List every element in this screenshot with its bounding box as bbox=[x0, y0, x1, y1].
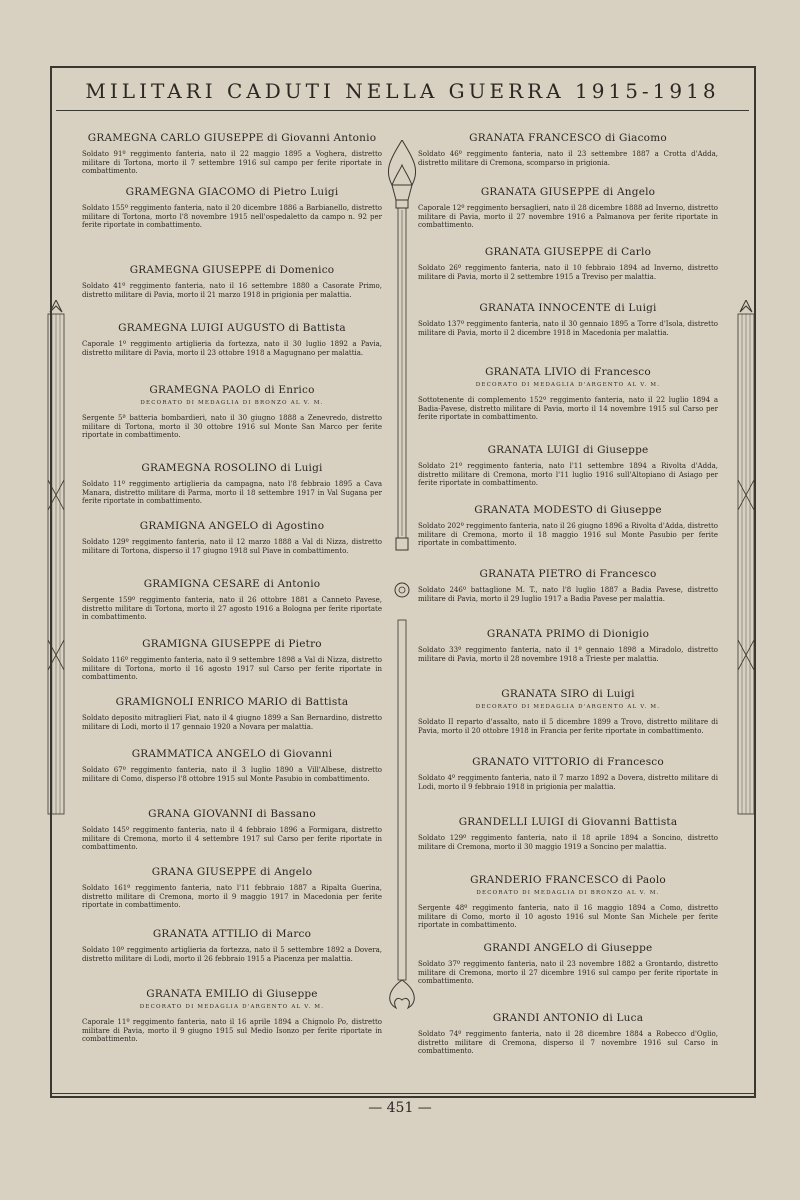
soldier-name: GRANATA MODESTO di Giuseppe bbox=[474, 504, 662, 516]
soldier-name: GRAMIGNA GIUSEPPE di Pietro bbox=[142, 638, 322, 650]
soldier-description: Soldato 129º reggimento fanteria, nato il 18 aprile 1894 a Soncino, distretto militare di Cremona, morto il 30 maggio 1919 a Soncino per malattia. bbox=[418, 834, 718, 851]
soldier-entry bbox=[82, 384, 382, 440]
soldier-entry bbox=[418, 1012, 718, 1056]
soldier-name: GRANATA LIVIO di Francesco bbox=[485, 366, 651, 378]
soldier-name: GRAMEGNA ROSOLINO di Luigi bbox=[141, 462, 323, 474]
soldier-entry bbox=[82, 808, 382, 852]
soldier-name: GRANATA PRIMO di Dionigio bbox=[486, 628, 650, 640]
soldier-entry bbox=[418, 366, 718, 422]
decoration-note: DECORATO DI MEDAGLIA DI BRONZO AL V. M. bbox=[476, 890, 660, 896]
soldier-description: Soldato 202º reggimento fanteria, nato il 26 giugno 1896 a Rivolta d'Adda, distretto militare di Cremona, morto il 18 maggio 1916 sul Monte Pasubio per ferite riportate in combattimento. bbox=[418, 522, 718, 548]
soldier-name: GRANDI ANTONIO di Luca bbox=[492, 1012, 644, 1024]
soldier-description: Soldato 41º reggimento fanteria, nato il 16 settembre 1880 a Casorate Primo, distretto militare di Pavia, morto il 21 marzo 1918 in prigionia per malattia. bbox=[82, 282, 382, 299]
soldier-name: GRAMEGNA GIACOMO di Pietro Luigi bbox=[125, 186, 339, 198]
soldier-name: GRANATA GIUSEPPE di Angelo bbox=[480, 186, 656, 198]
soldier-name: GRAMMATICA ANGELO di Giovanni bbox=[131, 748, 333, 760]
footer-rule bbox=[52, 1093, 756, 1094]
soldier-name: GRAMIGNA ANGELO di Agostino bbox=[139, 520, 325, 532]
soldier-description: Soldato 137º reggimento fanteria, nato il 30 gennaio 1895 a Torre d'Isola, distretto militare di Pavia, morto il 2 dicembre 1918 in Macedonia per malattia. bbox=[418, 320, 718, 337]
soldier-description: Soldato 246º battaglione M. T., nato l'8 luglio 1887 a Badia Pavese, distretto militare di Pavia, morto il 29 luglio 1917 a Badia Pavese per malattia. bbox=[418, 586, 718, 603]
soldier-description: Sergente 5ª batteria bombardieri, nato il 30 giugno 1888 a Zenevredo, distretto militare di Tortona, morto il 30 ottobre 1916 sul Monte San Marco per ferite riportate in combattimento. bbox=[82, 414, 382, 440]
soldier-description: Soldato 37º reggimento fanteria, nato il 23 novembre 1882 a Grontardo, distretto militare di Cremona, morto il 27 dicembre 1916 sul campo per ferite riportate in combattimento. bbox=[418, 960, 718, 986]
soldier-description: Soldato 91º reggimento fanteria, nato il 22 maggio 1895 a Voghera, distretto militare di Tortona, morto il 7 settembre 1916 sul campo per ferite riportate in combattimento. bbox=[82, 150, 382, 176]
soldier-name: GRANATA ATTILIO di Marco bbox=[152, 928, 312, 940]
soldier-name: GRAMEGNA LUIGI AUGUSTO di Battista bbox=[118, 322, 346, 334]
page-number: — 451 — bbox=[368, 1100, 432, 1116]
soldier-name: GRANDELLI LUIGI di Giovanni Battista bbox=[458, 816, 678, 828]
soldier-description: Sergente 48º reggimento fanteria, nato il 16 maggio 1894 a Como, distretto militare di Como, morto il 10 agosto 1916 sul Monte San Michele per ferite riportate in combattimento. bbox=[418, 904, 718, 930]
soldier-name: GRANATA EMILIO di Giuseppe bbox=[146, 988, 318, 1000]
soldier-name: GRANA GIOVANNI di Bassano bbox=[148, 808, 316, 820]
soldier-entry bbox=[82, 748, 382, 783]
soldier-entry bbox=[418, 874, 718, 930]
soldier-name: GRANATA LUIGI di Giuseppe bbox=[487, 444, 649, 456]
decoration-note: DECORATO DI MEDAGLIA D'ARGENTO AL V. M. bbox=[475, 382, 661, 388]
soldier-description: Soldato 11º reggimento artiglieria da campagna, nato l'8 febbraio 1895 a Cava Manara, distretto militare di Parma, morto il 18 settembre 1917 in Val Sugana per ferite riportate in combattimento. bbox=[82, 480, 382, 506]
soldier-name: GRAMIGNA CESARE di Antonio bbox=[143, 578, 321, 590]
soldier-entry bbox=[82, 578, 382, 622]
soldier-description: Soldato 67º reggimento fanteria, nato il 3 luglio 1890 a Vill'Albese, distretto militare di Como, disperso l'8 ottobre 1915 sul Monte Pasubio in combattimento. bbox=[82, 766, 382, 783]
soldier-name: GRAMEGNA GIUSEPPE di Domenico bbox=[129, 264, 335, 276]
soldier-entry bbox=[82, 988, 382, 1044]
soldier-entry bbox=[418, 628, 718, 663]
soldier-entry bbox=[418, 132, 718, 167]
torch-ornament-icon bbox=[382, 140, 422, 1040]
soldier-name: GRANDERIO FRANCESCO di Paolo bbox=[470, 874, 666, 886]
soldier-name: GRAMEGNA CARLO GIUSEPPE di Giovanni Antonio bbox=[87, 132, 377, 144]
soldier-entry bbox=[418, 246, 718, 281]
soldier-description: Soldato 33º reggimento fanteria, nato il 1º gennaio 1898 a Miradolo, distretto militare di Pavia, morto il 28 novembre 1918 a Trieste per malattia. bbox=[418, 646, 718, 663]
soldier-entry bbox=[418, 186, 718, 230]
soldier-entry bbox=[82, 638, 382, 682]
soldier-description: Soldato 145º reggimento fanteria, nato il 4 febbraio 1896 a Formigara, distretto militare di Cremona, morto il 4 settembre 1917 sul Carso per ferite riportate in combattimento. bbox=[82, 826, 382, 852]
soldier-name: GRANATA PIETRO di Francesco bbox=[479, 568, 657, 580]
soldier-name: GRANATA FRANCESCO di Giacomo bbox=[469, 132, 667, 144]
soldier-entry bbox=[82, 520, 382, 555]
soldier-description: Soldato 74º reggimento fanteria, nato il 28 dicembre 1884 a Robecco d'Oglio, distretto militare di Cremona, disperso il 7 novembre 1916 sul Carso in combattimento. bbox=[418, 1030, 718, 1056]
soldier-name: GRANATA INNOCENTE di Luigi bbox=[479, 302, 657, 314]
soldier-description: Caporale 11º reggimento fanteria, nato il 16 aprile 1894 a Chignolo Po, distretto militare di Pavia, morto il 9 giugno 1915 sul Medio Isonzo per ferite riportate in combattimento. bbox=[82, 1018, 382, 1044]
soldier-name: GRANATO VITTORIO di Francesco bbox=[472, 756, 664, 768]
soldier-name: GRANDI ANGELO di Giuseppe bbox=[483, 942, 653, 954]
soldier-description: Soldato 161º reggimento fanteria, nato l'11 febbraio 1887 a Ripalta Guerina, distretto militare di Cremona, morto il 9 maggio 1917 in Macedonia per ferite riportate in combattimento. bbox=[82, 884, 382, 910]
left-fasces-ornament-icon bbox=[44, 300, 68, 820]
soldier-entry bbox=[82, 264, 382, 299]
soldier-description: Soldato 26º reggimento fanteria, nato il 10 febbraio 1894 ad Inverno, distretto militare di Pavia, morto il 2 settembre 1915 a Treviso per malattia. bbox=[418, 264, 718, 281]
soldier-entry bbox=[82, 866, 382, 910]
soldier-description: Soldato 155º reggimento fanteria, nato il 20 dicembre 1886 a Barbianello, distretto militare di Tortona, morto l'8 novembre 1915 nell'ospedaletto da campo n. 92 per ferite riportate in combattimento. bbox=[82, 204, 382, 230]
soldier-description: Sergente 159º reggimento fanteria, nato il 26 ottobre 1881 a Canneto Pavese, distretto militare di Tortona, morto il 27 agosto 1916 a Bologna per ferite riportate in combattimento. bbox=[82, 596, 382, 622]
soldier-entry bbox=[418, 444, 718, 488]
decoration-note: DECORATO DI MEDAGLIA D'ARGENTO AL V. M. bbox=[475, 704, 661, 710]
soldier-description: Soldato 10º reggimento artiglieria da fortezza, nato il 5 settembre 1892 a Dovera, distretto militare di Lodi, morto il 26 febbraio 1915 a Piacenza per malattia. bbox=[82, 946, 382, 963]
soldier-description: Soldato deposito mitraglieri Fiat, nato il 4 giugno 1899 a San Bernardino, distretto militare di Lodi, morto il 17 gennaio 1920 a Novara per malattia. bbox=[82, 714, 382, 731]
soldier-name: GRAMIGNOLI ENRICO MARIO di Battista bbox=[115, 696, 349, 708]
soldier-name: GRANATA GIUSEPPE di Carlo bbox=[484, 246, 652, 258]
right-fasces-ornament-icon bbox=[734, 300, 758, 820]
soldier-name: GRAMEGNA PAOLO di Enrico bbox=[149, 384, 315, 396]
soldier-name: GRANATA SIRO di Luigi bbox=[501, 688, 635, 700]
soldier-description: Soldato 4º reggimento fanteria, nato il 7 marzo 1892 a Dovera, distretto militare di Lodi, morto il 9 febbraio 1918 in prigionia per malattia. bbox=[418, 774, 718, 791]
soldier-entry bbox=[418, 302, 718, 337]
soldier-entry bbox=[418, 688, 718, 735]
soldier-entry bbox=[82, 132, 382, 176]
soldier-description: Soldato II reparto d'assalto, nato il 5 dicembre 1899 a Trovo, distretto militare di Pavia, morto il 20 ottobre 1918 in Francia per ferite riportate in combattimento. bbox=[418, 718, 718, 735]
soldier-entry bbox=[418, 504, 718, 548]
soldier-entry bbox=[418, 816, 718, 851]
soldier-entry bbox=[82, 322, 382, 357]
soldier-description: Soldato 129º reggimento fanteria, nato il 12 marzo 1888 a Val di Nizza, distretto militare di Tortona, disperso il 17 giugno 1918 sul Piave in combattimento. bbox=[82, 538, 382, 555]
page-title: MILITARI CADUTI NELLA GUERRA 1915-1918 bbox=[85, 79, 720, 103]
soldier-entry bbox=[418, 942, 718, 986]
soldier-entry bbox=[82, 462, 382, 506]
soldier-description: Soldato 46º reggimento fanteria, nato il 23 settembre 1887 a Crotta d'Adda, distretto militare di Cremona, scomparso in prigionia. bbox=[418, 150, 718, 167]
soldier-name: GRANA GIUSEPPE di Angelo bbox=[151, 866, 313, 878]
soldier-description: Soldato 116º reggimento fanteria, nato il 9 settembre 1898 a Val di Nizza, distretto militare di Tortona, morto il 16 agosto 1917 sul Carso per ferite riportate in combattimento. bbox=[82, 656, 382, 682]
soldier-entry bbox=[82, 186, 382, 230]
soldier-description: Sottotenente di complemento 152º reggimento fanteria, nato il 22 luglio 1894 a Badia-Pavese, distretto militare di Pavia, morto il 14 novembre 1915 sul Carso per ferite riportate in combattimento. bbox=[418, 396, 718, 422]
soldier-entry bbox=[82, 696, 382, 731]
soldier-entry bbox=[418, 756, 718, 791]
header-rule bbox=[56, 110, 749, 111]
soldier-description: Soldato 21º reggimento fanteria, nato l'11 settembre 1894 a Rivolta d'Adda, distretto militare di Cremona, morto l'11 luglio 1916 sull'Altopiano di Asiago per ferite riportate in combattimento. bbox=[418, 462, 718, 488]
decoration-note: DECORATO DI MEDAGLIA DI BRONZO AL V. M. bbox=[140, 400, 324, 406]
soldier-description: Caporale 1º reggimento artiglieria da fortezza, nato il 30 luglio 1892 a Pavia, distretto militare di Pavia, morto il 23 ottobre 1918 a Magugnano per malattia. bbox=[82, 340, 382, 357]
soldier-entry bbox=[82, 928, 382, 963]
soldier-entry bbox=[418, 568, 718, 603]
decoration-note: DECORATO DI MEDAGLIA D'ARGENTO AL V. M. bbox=[139, 1004, 325, 1010]
soldier-description: Caporale 12º reggimento bersaglieri, nato il 28 dicembre 1888 ad Inverno, distretto militare di Pavia, morto il 27 novembre 1916 a Palmanova per ferite riportate in combattimento. bbox=[418, 204, 718, 230]
